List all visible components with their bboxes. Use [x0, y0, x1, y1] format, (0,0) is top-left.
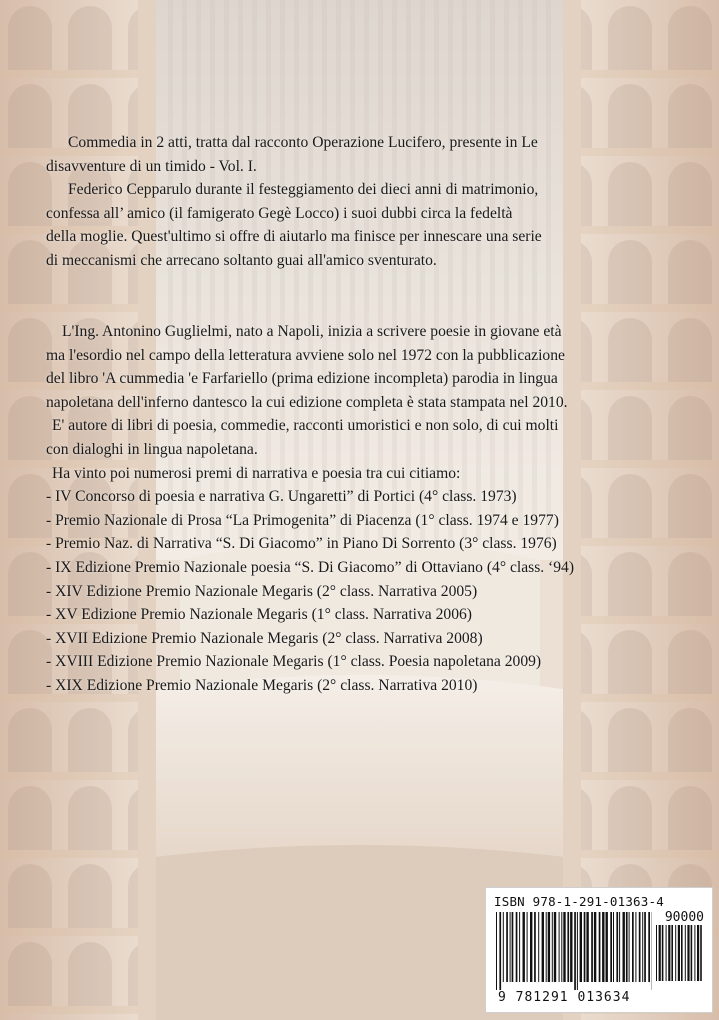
barcode-bar [510, 912, 511, 982]
barcode-bar [639, 912, 641, 982]
barcode-bar [697, 925, 699, 981]
synopsis-line: di meccanismi che arrecano soltanto guai all'amico sventurato. [46, 251, 437, 269]
synopsis-line: Federico Cepparulo durante il festeggiamento dei dieci anni di matrimonio, [68, 181, 539, 199]
synopsis-paragraph [46, 131, 686, 273]
barcode-bar [559, 912, 560, 982]
biography-line: Ha vinto poi numerosi premi di narrativa e poesia tra cui citiamo: [52, 464, 461, 482]
barcode-bar [668, 925, 670, 981]
barcode-bar [570, 912, 572, 982]
barcode-bar [606, 912, 608, 982]
award-item: - Premio Nazionale di Prosa “La Primogenita” di Piacenza (1° class. 1974 e 1977) [46, 511, 559, 529]
barcode-bar [534, 912, 536, 982]
barcode-bar [599, 912, 601, 982]
barcode-bar [512, 912, 514, 982]
award-item: - XVIII Edizione Premio Nazionale Megaris (1° class. Poesia napoletana 2009) [46, 653, 542, 671]
barcode-bar [616, 912, 618, 982]
synopsis-line: della moglie. Quest'ultimo si offre di aiutarlo ma finisce per innescare una serie [46, 228, 542, 246]
isbn-label: ISBN 978-1-291-01363-4 [494, 894, 664, 909]
award-item: - XV Edizione Premio Nazionale Megaris (1° class. Narrativa 2006) [46, 606, 472, 624]
barcode-bar [563, 912, 565, 982]
barcode-bar [700, 925, 702, 981]
biography-line: ma l'esordio nel campo della letteratura avviene solo nel 1972 con la pubblicazione [46, 346, 565, 364]
barcode-bar [656, 925, 657, 981]
barcode-bar [577, 912, 578, 990]
barcode-bar [594, 912, 596, 982]
barcode-bar [496, 912, 497, 990]
barcode-bar [584, 912, 586, 982]
barcode-bar [681, 925, 683, 981]
barcode-bar [685, 925, 686, 981]
barcode-bar [527, 912, 528, 982]
barcode-bar [662, 925, 664, 981]
barcode-bar [503, 912, 504, 982]
barcode-bar [629, 912, 630, 982]
synopsis-line: disavventure di un timido - Vol. I. [46, 157, 257, 175]
barcode-bar [648, 912, 650, 982]
price-addon-barcode-bars [656, 925, 702, 991]
award-item: - XIX Edizione Premio Nazionale Megaris (2° class. Narrativa 2010) [46, 676, 478, 694]
barcode-bar [574, 912, 576, 990]
barcode-bar [642, 912, 643, 982]
barcode-bar [586, 912, 588, 982]
barcode-bar [554, 912, 556, 982]
barcode-bar [619, 912, 620, 982]
synopsis-line: Commedia in 2 atti, tratta dal racconto Operazione Lucifero, presente in Le [68, 134, 538, 151]
biography-line: E' autore di libri di poesia, commedie, racconti umoristici e non solo, di cui molti [52, 417, 559, 435]
barcode-bar [548, 912, 550, 982]
barcode-bar [506, 912, 508, 982]
barcode-bar [687, 925, 689, 981]
biography-line: con dialoghi in lingua napoletana. [46, 440, 258, 458]
barcode-bar [552, 912, 553, 982]
barcode-bar [499, 912, 501, 990]
synopsis-line: confessa all’ amico (il famigerato Gegè Locco) i suoi dubbi circa la fedeltà [46, 204, 513, 222]
barcode-bar [516, 912, 518, 982]
award-item: - IV Concorso di poesia e narrativa G. Ungaretti” di Portici (4° class. 1973) [46, 488, 517, 506]
barcode-bar [542, 912, 544, 982]
awards-list [46, 485, 686, 697]
biography-line: napoletana dell'inferno dantesco la cui edizione completa è stata stampata nel 2010. [46, 393, 568, 411]
barcode-bar [632, 912, 634, 982]
barcode-bar [546, 912, 547, 982]
barcode-digits: 9 781291 013634 [498, 990, 631, 1005]
award-item: - Premio Naz. di Narrativa “S. Di Giacomo” in Piano Di Sorrento (3° class. 1976) [46, 535, 557, 553]
biography-line: del libro 'A cummedia 'e Farfariello (prima edizione incompleta) parodia in lingua [46, 370, 558, 388]
barcode-bar [538, 912, 539, 982]
barcode-bar [567, 912, 569, 982]
ean-barcode-bars [496, 912, 652, 992]
barcode-bar [659, 925, 661, 981]
barcode-bar [678, 925, 680, 981]
barcode-bar [523, 912, 525, 982]
barcode-bar [623, 912, 625, 982]
award-item: - XIV Edizione Premio Nazionale Megaris (2° class. Narrativa 2005) [46, 582, 478, 600]
barcode-bar [610, 912, 612, 982]
barcode-bar [580, 912, 582, 982]
award-item: - IX Edizione Premio Nazionale poesia “S. Di Giacomo” di Ottaviano (4° class. ‘94) [46, 558, 575, 576]
barcode-bar [666, 925, 667, 981]
barcode-bar [613, 912, 614, 982]
barcode-bar [635, 912, 636, 982]
barcode-bar [694, 925, 695, 981]
isbn-barcode-box [485, 887, 713, 1013]
barcode-bar [626, 912, 628, 982]
barcode-bar [530, 912, 532, 982]
barcode-bar [602, 912, 604, 982]
barcode-bar [671, 925, 673, 981]
barcode-bar [644, 912, 646, 982]
price-code: 90000 [664, 910, 704, 925]
author-biography [46, 320, 686, 698]
barcode-bar [519, 912, 520, 982]
barcode-bar [591, 912, 593, 982]
barcode-bar [675, 925, 676, 981]
barcode-bar [561, 912, 562, 982]
biography-line: L'Ing. Antonino Guglielmi, nato a Napoli, inizia a scrivere poesie in giovane età [62, 323, 562, 340]
barcode-bar [691, 925, 693, 981]
award-item: - XVII Edizione Premio Nazionale Megaris (2° class. Narrativa 2008) [46, 629, 483, 647]
